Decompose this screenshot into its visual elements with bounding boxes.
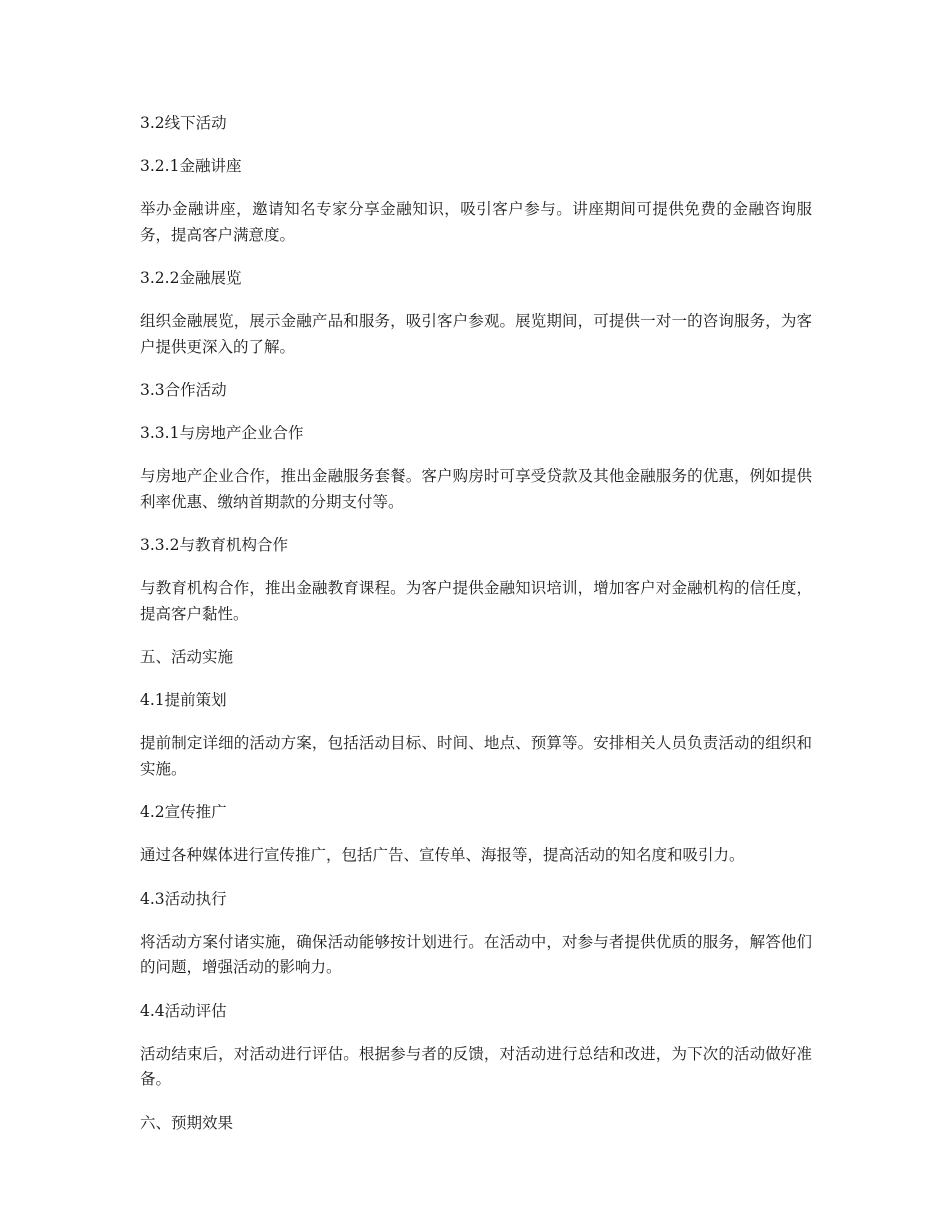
paragraph-financial-exhibition: 组织金融展览，展示金融产品和服务，吸引客户参观。展览期间，可提供一对一的咨询服务，为客户提供更深入的了解。 bbox=[140, 312, 812, 356]
section-heading-3-3-2: 3.3.2与教育机构合作 bbox=[140, 536, 288, 554]
section-heading-4-3: 4.3活动执行 bbox=[140, 889, 227, 908]
section-heading-3-2-1: 3.2.1金融讲座 bbox=[140, 157, 242, 175]
section-heading-4-4: 4.4活动评估 bbox=[140, 1001, 227, 1020]
paragraph-financial-lecture: 举办金融讲座，邀请知名专家分享金融知识，吸引客户参与。讲座期间可提供免费的金融咨询服务，提高客户满意度。 bbox=[140, 200, 812, 244]
section-heading-4-1: 4.1提前策划 bbox=[140, 691, 227, 709]
paragraph-advance-planning: 提前制定详细的活动方案，包括活动目标、时间、地点、预算等。安排相关人员负责活动的组织和实施。 bbox=[140, 734, 812, 778]
section-heading-6: 六、预期效果 bbox=[140, 1113, 234, 1132]
paragraph-education-cooperation: 与教育机构合作，推出金融教育课程。为客户提供金融知识培训，增加客户对金融机构的信任度，提高客户黏性。 bbox=[140, 579, 812, 623]
section-heading-3-3: 3.3合作活动 bbox=[140, 381, 227, 399]
section-heading-4-2: 4.2宣传推广 bbox=[140, 803, 227, 821]
paragraph-execution: 将活动方案付诸实施，确保活动能够按计划进行。在活动中，对参与者提供优质的服务，解答他们的问题，增强活动的影响力。 bbox=[140, 932, 812, 976]
document-body bbox=[140, 111, 812, 1136]
section-heading-5: 五、活动实施 bbox=[140, 648, 234, 666]
section-heading-3-2-2: 3.2.2金融展览 bbox=[140, 269, 242, 287]
section-heading-3-3-1: 3.3.1与房地产企业合作 bbox=[140, 424, 304, 442]
paragraph-promotion: 通过各种媒体进行宣传推广，包括广告、宣传单、海报等，提高活动的知名度和吸引力。 bbox=[140, 846, 745, 864]
paragraph-evaluation: 活动结束后，对活动进行评估。根据参与者的反馈，对活动进行总结和改进，为下次的活动做好准备。 bbox=[140, 1044, 812, 1088]
section-heading-3-2: 3.2线下活动 bbox=[140, 114, 227, 132]
paragraph-real-estate-cooperation: 与房地产企业合作，推出金融服务套餐。客户购房时可享受贷款及其他金融服务的优惠，例如提供利率优惠、缴纳首期款的分期支付等。 bbox=[140, 467, 812, 511]
